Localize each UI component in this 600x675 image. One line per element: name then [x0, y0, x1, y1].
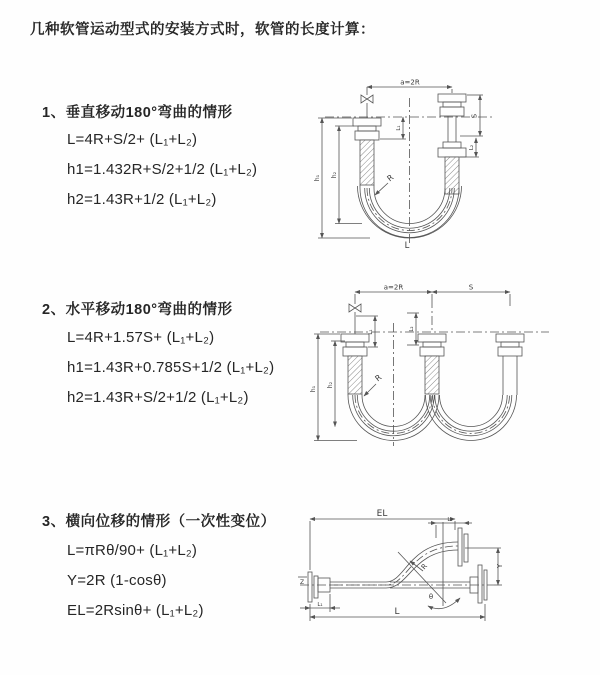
label-l2: L₂	[447, 517, 453, 523]
left-fitting	[341, 334, 369, 394]
hose-u-curve-displaced	[426, 395, 517, 440]
left-fitting	[353, 118, 381, 185]
hose-u-curve-original	[348, 394, 439, 441]
label-s: S	[470, 113, 479, 119]
radius-leader	[364, 384, 376, 396]
upper-flange-displaced	[458, 528, 468, 566]
page-title: 几种软管运动型式的安装方式时，软管的长度计算：	[30, 22, 375, 38]
dim-a2r	[355, 292, 432, 304]
right-fitting-displaced	[496, 334, 524, 395]
section2-formula-l: L=4R+1.57S+ (L₁+L₂)	[67, 329, 215, 346]
dim-l1	[380, 117, 406, 139]
section1-formula-h2: h2=1.43R+1/2 (L₁+L₂)	[67, 191, 217, 208]
label-s: S	[468, 283, 474, 292]
label-h1: h₁	[314, 174, 321, 182]
label-el: EL	[376, 509, 388, 519]
label-l1: L₁	[396, 125, 402, 131]
valve-icon	[349, 304, 361, 334]
label-h2: h₂	[327, 381, 334, 389]
label-l2: L₂	[409, 326, 415, 332]
hose-s-curve	[330, 542, 458, 588]
valve-icon	[361, 95, 373, 118]
left-flange	[308, 572, 330, 602]
dim-s	[432, 292, 510, 306]
section2-formula-h1: h1=1.43R+0.785S+1/2 (L₁+L₂)	[67, 359, 275, 376]
label-theta: θ	[428, 593, 434, 601]
original-position-hose	[390, 565, 487, 603]
section3-formula-el: EL=2Rsinθ+ (L₁+L₂)	[67, 602, 204, 619]
dim-l2	[428, 523, 472, 538]
diagram-vertical-180-bend	[310, 76, 495, 254]
label-centerline-symbol: Z	[299, 579, 305, 586]
label-r: R	[385, 172, 396, 184]
section3-formula-l: L=πRθ/90+ (L₁+L₂)	[67, 542, 198, 559]
middle-fitting	[418, 334, 446, 394]
label-l1: L₁	[317, 602, 323, 608]
label-a2r: a=2R	[383, 283, 404, 292]
dim-el	[310, 519, 455, 570]
section2-heading: 2、水平移动180°弯曲的情形	[42, 302, 233, 318]
section1-heading: 1、垂直移动180°弯曲的情形	[42, 105, 233, 121]
label-h2: h₂	[331, 171, 338, 179]
section2-formula-h2: h2=1.43R+S/2+1/2 (L₁+L₂)	[67, 389, 249, 406]
radius-leader	[375, 183, 388, 195]
label-r: R	[419, 562, 430, 572]
label-l: L	[404, 241, 410, 251]
diagram-lateral-displacement	[298, 508, 513, 643]
label-h1: h₁	[310, 385, 317, 393]
label-l1: L₁	[368, 329, 374, 335]
section1-formula-h1: h1=1.432R+S/2+1/2 (L₁+L₂)	[67, 161, 258, 178]
label-l: L	[394, 607, 400, 617]
right-fitting	[438, 94, 466, 194]
diagram-horizontal-180-bend	[312, 283, 557, 455]
section3-formula-y: Y=2R (1-cosθ)	[67, 572, 167, 589]
label-l2: L₂	[469, 144, 475, 151]
section1-formula-l: L=4R+S/2+ (L₁+L₂)	[67, 131, 198, 148]
dim-h2	[335, 126, 362, 224]
section3-heading: 3、横向位移的情形（一次性变位）	[42, 514, 276, 530]
label-r: R	[373, 372, 384, 384]
label-y: Y	[496, 563, 504, 569]
label-a2r: a=2R	[400, 78, 420, 87]
